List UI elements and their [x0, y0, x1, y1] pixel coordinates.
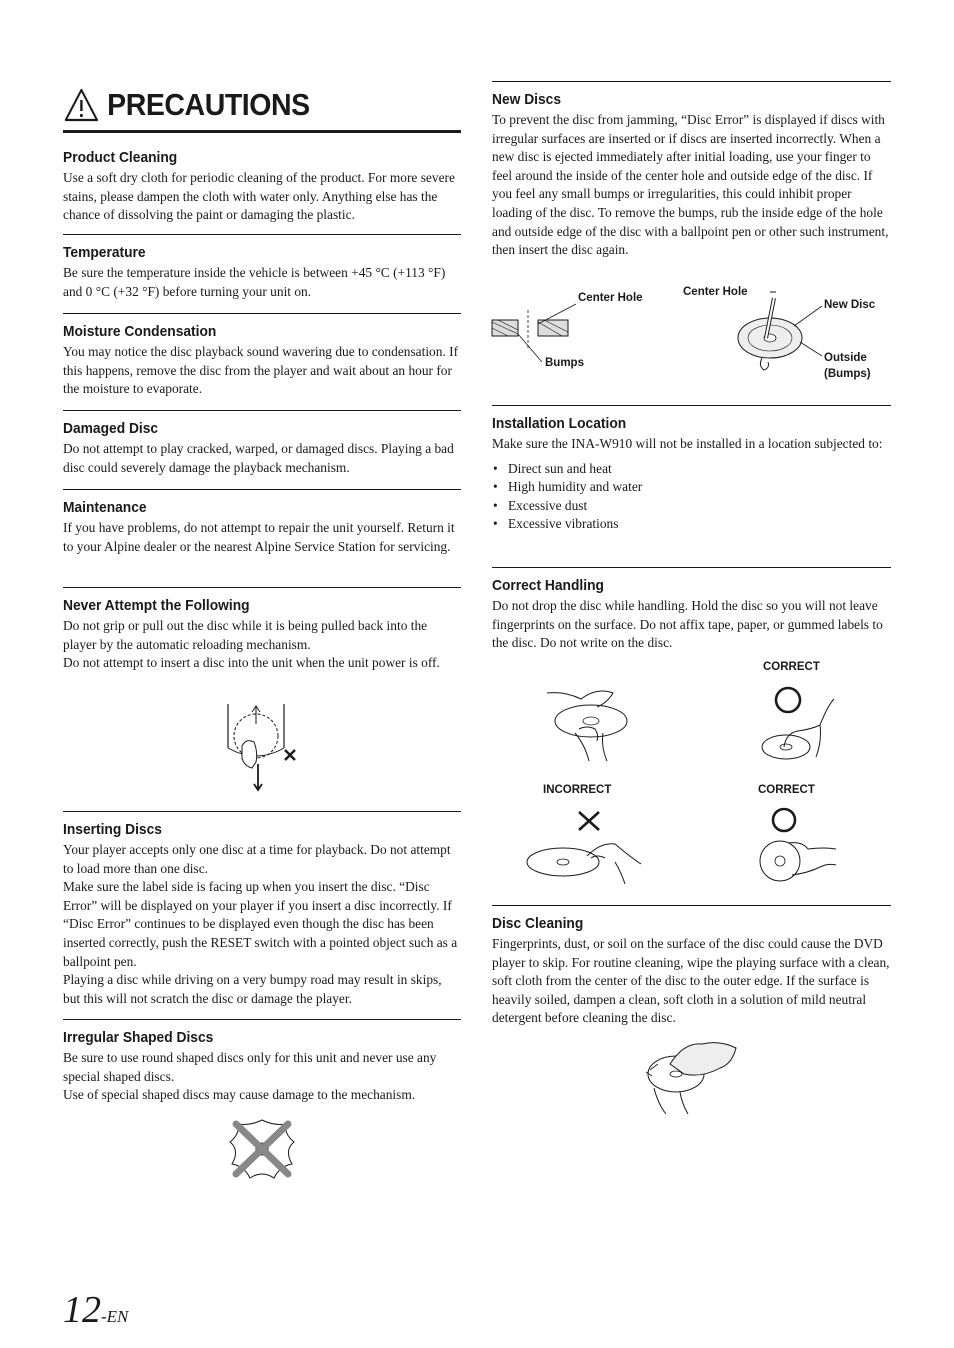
disc-cleaning-illustration	[640, 1034, 740, 1118]
disc-pull-illustration	[222, 702, 302, 794]
page-title-row	[63, 84, 429, 126]
section-heading: Disc Cleaning	[492, 915, 584, 932]
section-body: Be sure to use round shaped discs only for this unit and never use any special shaped discs.	[63, 1050, 437, 1084]
disc-cross-section-illustration	[492, 300, 572, 364]
section-heading: Installation Location	[492, 415, 627, 432]
section-body: Make sure the INA-W910 will not be installed in a location subjected to:	[492, 436, 883, 451]
section-handling	[492, 567, 891, 653]
fig-label-center-hole-2: Center Hole	[683, 286, 748, 298]
warning-icon	[63, 87, 100, 123]
page-number	[63, 1288, 128, 1332]
label-correct-2: CORRECT	[758, 784, 815, 796]
section-rule	[63, 811, 461, 812]
section-body: Do not grip or pull out the disc while it is being pulled back into the player by the automatic reloading mechanism.	[63, 618, 428, 652]
list-item: • Excessive dust	[492, 497, 891, 516]
incorrect-hold-illustration	[525, 808, 643, 886]
irregular-disc-illustration	[226, 1118, 298, 1182]
section-inserting	[63, 811, 461, 1008]
section-heading: Maintenance	[63, 499, 147, 516]
label-incorrect: INCORRECT	[543, 784, 612, 796]
section-heading: Correct Handling	[492, 577, 604, 594]
section-rule	[63, 410, 461, 411]
section-maintenance	[63, 489, 461, 556]
section-new-discs	[492, 81, 891, 260]
section-rule	[63, 587, 461, 588]
section-rule	[63, 313, 461, 314]
two-hands-holding-disc-illustration	[545, 685, 637, 763]
section-temperature	[63, 234, 461, 301]
section-product-cleaning	[63, 140, 461, 225]
section-rule	[63, 489, 461, 490]
section-rule	[63, 1019, 461, 1020]
correct-hold-1-illustration	[758, 685, 838, 763]
section-rule	[63, 234, 461, 235]
section-body: Do not attempt to insert a disc into the unit when the unit power is off.	[63, 655, 440, 671]
section-heading: New Discs	[492, 91, 562, 108]
fig-label-outside-bumps: (Bumps)	[824, 368, 871, 380]
section-body: Do not attempt to play cracked, warped, or damaged discs. Playing a bad disc could severely damage the playback mechanism.	[63, 441, 454, 475]
section-heading: Irregular Shaped Discs	[63, 1029, 214, 1046]
section-heading: Damaged Disc	[63, 420, 159, 437]
section-body: Use a soft dry cloth for periodic cleaning of the product. For more severe stains, please dampen the cloth with water only. Anything else has the chance of dissolving the paint or damaging the plastic.	[63, 170, 455, 223]
fig-label-center-hole: Center Hole	[578, 292, 643, 304]
section-body: Playing a disc while driving on a very bumpy road may result in skips, but this will not scratch the disc or damage the player.	[63, 972, 442, 1006]
section-body: Fingerprints, dust, or soil on the surface of the disc could cause the DVD player to skip. For routine cleaning, wipe the playing surface with a clean, soft cloth from the center of the disc to the outer edge. If the surface is heavily soiled, dampen a clean, soft cloth in a solution of mild neutral detergent before cleaning the disc.	[492, 936, 890, 1026]
section-rule	[492, 81, 891, 82]
fig-label-outside: Outside	[824, 352, 867, 364]
section-body: Do not drop the disc while handling. Hold the disc so you will not leave fingerprints on the surface. Do not affix tape, paper, or gummed labels to the disc. Do not write on the disc.	[492, 598, 883, 651]
title-rule	[63, 130, 461, 133]
page-title: PRECAUTIONS	[107, 87, 310, 122]
section-body: To prevent the disc from jamming, “Disc Error” is displayed if discs with irregular surfaces are inserted or if discs are inserted incorrectly. When a new disc is ejected immediately after initial loading, use your finger to feel around the inside of the center hole and outside edge of the disc. If you feel any small bumps or irregularities, this could inhibit proper loading of the disc. To remove the bumps, rub the inside edge of the hole and outside edge of the disc with a ballpoint pen or other such instrument, then insert the disc again.	[492, 112, 889, 258]
page-header	[63, 84, 461, 133]
section-body: If you have problems, do not attempt to repair the unit yourself. Return it to your Alpine dealer or the nearest Alpine Service Station for servicing.	[63, 520, 455, 554]
list-item: • Excessive vibrations	[492, 515, 891, 534]
section-rule	[492, 567, 891, 568]
section-damaged-disc	[63, 410, 461, 477]
section-heading: Moisture Condensation	[63, 323, 217, 340]
label-correct-1: CORRECT	[763, 661, 820, 673]
section-body: Your player accepts only one disc at a time for playback. Do not attempt to load more than one disc.	[63, 842, 451, 876]
fig-label-bumps: Bumps	[545, 357, 584, 369]
installation-list	[492, 460, 891, 534]
section-rule	[492, 905, 891, 906]
list-item: • High humidity and water	[492, 478, 891, 497]
page-number-value: 12	[63, 1289, 101, 1331]
section-irregular	[63, 1019, 461, 1105]
section-never-attempt	[63, 587, 461, 673]
page-number-suffix: -EN	[101, 1307, 129, 1326]
section-heading: Inserting Discs	[63, 821, 162, 838]
section-body: You may notice the disc playback sound wavering due to condensation. If this happens, remove the disc from the player and wait about an hour for the moisture to evaporate.	[63, 344, 459, 397]
section-rule	[492, 405, 891, 406]
fig-label-new-disc: New Disc	[824, 299, 876, 311]
section-body: Be sure the temperature inside the vehicle is between +45 °C (+113 °F) and 0 °C (+32 °F) before turning your unit on.	[63, 265, 446, 299]
section-heading: Temperature	[63, 244, 146, 261]
section-heading: Never Attempt the Following	[63, 597, 250, 614]
section-body: Make sure the label side is facing up when you insert the disc. “Disc Error” will be displayed on your player if you insert a disc incorrectly. If “Disc Error” continues to be displayed even though the disc has been inserted correctly, push the RESET switch with a pointed object such as a ballpoint pen.	[63, 879, 458, 969]
section-heading: Product Cleaning	[63, 149, 178, 166]
disc-with-pen-illustration	[734, 290, 826, 374]
section-body: Use of special shaped discs may cause damage to the mechanism.	[63, 1087, 416, 1103]
correct-hold-2-illustration	[758, 805, 838, 887]
list-item: • Direct sun and heat	[492, 460, 891, 479]
section-installation	[492, 405, 891, 534]
section-moisture	[63, 313, 461, 399]
section-cleaning	[492, 905, 891, 1028]
